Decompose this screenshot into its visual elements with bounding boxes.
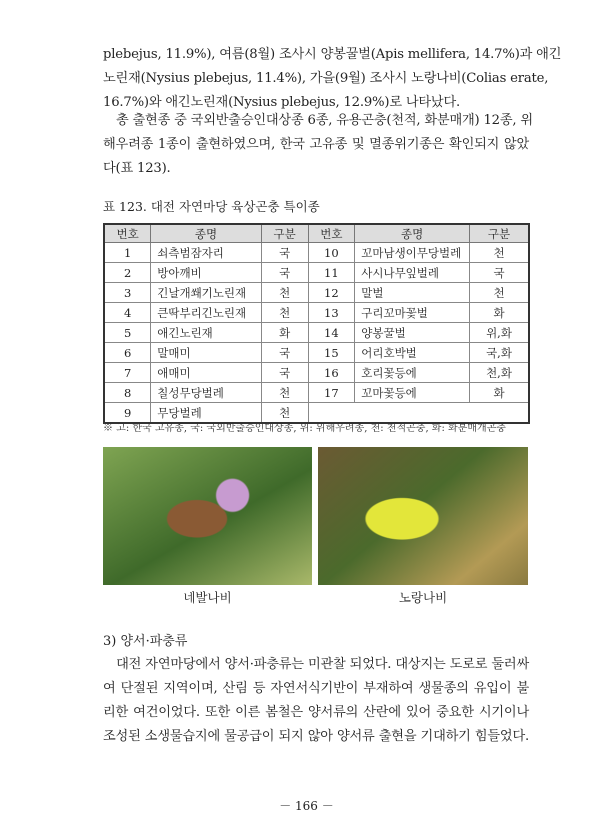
table-cell: 꼬마꽃등에 [355,383,470,403]
table-cell: 9 [104,403,151,424]
table-row [104,323,529,343]
table-cell: 천 [261,303,308,323]
text-line: plebejus, 11.9%), 여름(8월) 조사시 양봉꿀벌(Apis mellifera, 14.7%)과 애긴 [103,47,562,62]
table-note: ※ 고: 한국 고유종, 국: 국외반출승인대상종, 위: 위해우려종, 천: 천적곤충, 화: 화분매개곤충 [103,423,506,434]
page-number: － 166 － [279,799,334,813]
table-cell: 어리호박벌 [355,343,470,363]
table-cell: 국 [261,243,308,263]
text-line: 노린재(Nysius plebejus, 11.4%), 가을(9월) 조사시 노랑나비(Colias erate, [103,71,549,86]
table-cell: 천 [261,383,308,403]
table-cell: 7 [104,363,151,383]
column-header: 종명 [355,224,470,243]
table-cell: 칠성무당벌레 [151,383,262,403]
table-row [104,243,529,263]
table-cell: 10 [308,243,355,263]
text-line: 조성된 소생물습지에 물공급이 되지 않아 양서류 출현을 기대하기 힘들었다. [103,729,529,744]
table-cell: 천 [261,283,308,303]
photo-norangnabi [318,447,528,585]
table-cell: 구리꼬마꽃벌 [355,303,470,323]
section-heading: 3) 양서·파충류 [103,634,188,649]
table-cell: 천 [470,243,530,263]
paragraph-1 [103,43,562,115]
table-cell: 1 [104,243,151,263]
column-header: 번호 [308,224,355,243]
table-cell: 천,화 [470,363,530,383]
table-cell: 5 [104,323,151,343]
species-table [103,223,530,424]
table-cell: 쇠측범잠자리 [151,243,262,263]
photo-nebalnabi [103,447,312,585]
table-cell: 화 [470,383,530,403]
column-header: 종명 [151,224,262,243]
table-cell: 긴날개쐐기노린재 [151,283,262,303]
table-cell: 위,화 [470,323,530,343]
photo-caption: 네발나비 [183,590,232,605]
table-cell: 13 [308,303,355,323]
table-cell: 국 [261,263,308,283]
table-cell: 말벌 [355,283,470,303]
text-line: 여 단절된 지역이며, 산림 등 자연서식기반이 부재하여 생물종의 유입이 불 [103,681,529,696]
table-cell: 화 [470,303,530,323]
table-row [104,363,529,383]
table-cell: 방아깨비 [151,263,262,283]
table-cell: 국,화 [470,343,530,363]
table-cell: 15 [308,343,355,363]
table-cell: 양봉꿀벌 [355,323,470,343]
text-line: 총 출현종 중 국외반출승인대상종 6종, 유용곤충(천적, 화분매개) 12종, 위 [103,113,533,128]
table-cell: 6 [104,343,151,363]
table-cell: 3 [104,283,151,303]
table-cell: 천 [261,403,308,424]
table-caption: 표 123. 대전 자연마당 육상곤충 특이종 [103,199,320,214]
table-cell: 애매미 [151,363,262,383]
table-cell: 국 [261,343,308,363]
table-cell: 꼬마남생이무당벌레 [355,243,470,263]
table-row [104,383,529,403]
table-row [104,283,529,303]
table-cell: 큰딱부리긴노린재 [151,303,262,323]
column-header: 구분 [261,224,308,243]
table-cell: 천 [470,283,530,303]
table-cell: 무당벌레 [151,403,262,424]
table-cell: 국 [470,263,530,283]
column-header: 번호 [104,224,151,243]
table-cell: 8 [104,383,151,403]
text-line: 해우려종 1종이 출현하였으며, 한국 고유종 및 멸종위기종은 확인되지 않았 [103,137,529,152]
table-cell: 17 [308,383,355,403]
table-cell: 12 [308,283,355,303]
paragraph-3 [103,653,529,749]
paragraph-2 [103,109,533,181]
photo-caption: 노랑나비 [398,590,448,605]
table-cell: 말매미 [151,343,262,363]
table-cell: 16 [308,363,355,383]
text-line: 리한 여건이었다. 또한 이른 봄철은 양서류의 산란에 있어 중요한 시기이나 [103,705,529,720]
column-header: 구분 [470,224,530,243]
text-line: 16.7%)와 애긴노린재(Nysius plebejus, 12.9%)로 나타났다. [103,95,460,110]
table-row [104,303,529,323]
table-row [104,263,529,283]
table-cell: 2 [104,263,151,283]
text-line: 다(표 123). [103,161,171,176]
table-cell: 4 [104,303,151,323]
table-cell: 국 [261,363,308,383]
table-cell: 애긴노린재 [151,323,262,343]
table-cell: 호리꽃등에 [355,363,470,383]
table-row [104,343,529,363]
table-cell: 화 [261,323,308,343]
text-line: 대전 자연마당에서 양서·파충류는 미관찰 되었다. 대상지는 도로로 둘러싸 [103,657,529,672]
table-cell: 사시나무잎벌레 [355,263,470,283]
table-cell: 11 [308,263,355,283]
table-cell: 14 [308,323,355,343]
